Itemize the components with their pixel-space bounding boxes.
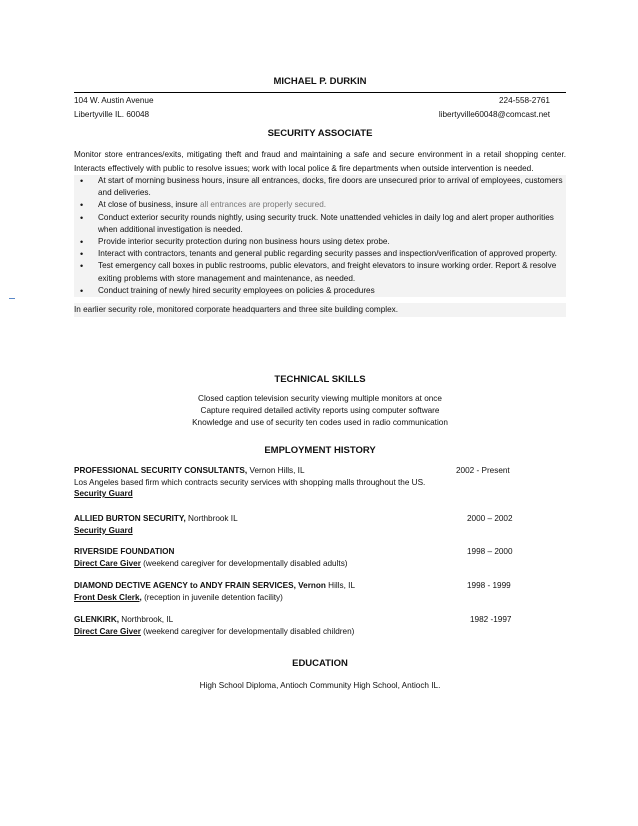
bullet-icon: • [80, 249, 84, 260]
header-rule [74, 92, 566, 93]
job-entry [74, 580, 566, 603]
job-location: Hills, IL [328, 581, 356, 590]
objective-section [74, 148, 566, 317]
duty-text: Conduct training of newly hired security employees on policies & procedures [98, 285, 375, 295]
job-role: Direct Care Giver [74, 558, 141, 568]
job-role: Direct Care Giver [74, 626, 141, 636]
job-location-bold: Vernon [295, 581, 326, 590]
objective-closing: In earlier security role, monitored corporate headquarters and three site building complex. [74, 303, 566, 317]
duty-text: Provide interior security protection during non business hours using detex probe. [98, 237, 390, 247]
job-dates: 1998 – 2000 [467, 547, 513, 556]
duties-list [74, 175, 566, 297]
duty-item [74, 285, 566, 297]
job-note: (weekend caregiver for developmentally disabled children) [140, 626, 355, 636]
skill-item: Capture required detailed activity reports using computer software [200, 406, 440, 416]
address: 104 W. Austin Avenue [74, 96, 154, 105]
education-title: EDUCATION [292, 658, 348, 669]
email: libertyville60048@comcast.net [438, 110, 550, 119]
phone: 224-558-2761 [499, 96, 550, 105]
duty-item [74, 199, 566, 211]
duty-item [74, 248, 566, 260]
duty-item [74, 175, 566, 199]
candidate-name: MICHAEL P. DURKIN [273, 76, 367, 87]
bullet-icon: • [80, 200, 84, 211]
duty-text-muted: all entrances are properly secured. [199, 200, 327, 210]
objective-summary: Monitor store entrances/exits, mitigating theft and fraud and maintaining a safe and secure environment in a retail shopping center. Interacts effectively with public to resolve issues; work with local police & fire departments when outside intervention is needed. [74, 150, 566, 173]
job-entry [74, 546, 566, 569]
education-text: High School Diploma, Antioch Community High School, Antioch IL. [199, 681, 441, 690]
job-note: (weekend caregiver for developmentally disabled adults) [140, 558, 348, 568]
margin-mark [9, 298, 15, 299]
duty-item [74, 212, 566, 236]
job-role: Security Guard [74, 525, 133, 535]
job-description: Los Angeles based firm which contracts security services with shopping malls throughout the US. [74, 477, 426, 487]
city: Libertyville IL. 60048 [74, 110, 150, 119]
job-dates: 1998 - 1999 [467, 581, 511, 590]
job-location: Vernon Hills, IL [247, 466, 305, 475]
bullet-icon: • [80, 176, 84, 186]
job-role: Front Desk Clerk, [74, 592, 142, 602]
job-location: Northbrook, IL [119, 615, 174, 624]
duty-text: Interact with contractors, tenants and general public regarding security passes and inspection/verification of approved property. [98, 249, 558, 259]
duty-text: Test emergency call boxes in public restrooms, public elevators, and freight elevators to insure working order. Report & resolve exiting problems with store management and maintenance, as needed. [98, 261, 557, 283]
job-entry [74, 513, 566, 536]
skills-title: TECHNICAL SKILLS [274, 374, 366, 385]
job-dates: 2000 – 2002 [467, 514, 513, 523]
duty-text: Conduct exterior security rounds nightly, using security truck. Note unattended vehicles in daily log and alert proper authorities when additional investigation is needed. [98, 212, 554, 234]
job-note: (reception in juvenile detention facility) [141, 592, 283, 602]
job-company: RIVERSIDE FOUNDATION [74, 547, 175, 556]
job-dates: 1982 -1997 [470, 615, 512, 624]
job-role: Security Guard [74, 489, 133, 498]
job-company: DIAMOND DECTIVE AGENCY to ANDY FRAIN SERVICES, [74, 581, 296, 590]
objective-title: SECURITY ASSOCIATE [267, 128, 373, 139]
skill-item: Closed caption television security viewing multiple monitors at once [198, 394, 442, 403]
skill-item: Knowledge and use of security ten codes used in radio communication [192, 418, 448, 428]
job-company: ALLIED BURTON SECURITY, [74, 514, 186, 523]
duty-item [74, 236, 566, 248]
job-location: Northbrook IL [185, 514, 238, 523]
bullet-icon: • [80, 237, 84, 248]
bullet-icon: • [80, 261, 84, 272]
bullet-icon: • [80, 285, 84, 296]
job-company: GLENKIRK, [74, 615, 120, 624]
skills-list [74, 393, 566, 430]
duty-item [74, 260, 566, 284]
job-entry [74, 614, 566, 637]
job-entry [74, 465, 566, 500]
job-company: PROFESSIONAL SECURITY CONSULTANTS, [74, 466, 248, 475]
duty-text: At close of business, insure [98, 200, 200, 210]
bullet-icon: • [80, 212, 84, 223]
duty-text: At start of morning business hours, insure all entrances, docks, fire doors are unsecured prior to arrival of employees, customers and deliveries. [98, 176, 563, 198]
job-dates: 2002 - Present [456, 466, 510, 475]
employment-title: EMPLOYMENT HISTORY [264, 445, 376, 456]
